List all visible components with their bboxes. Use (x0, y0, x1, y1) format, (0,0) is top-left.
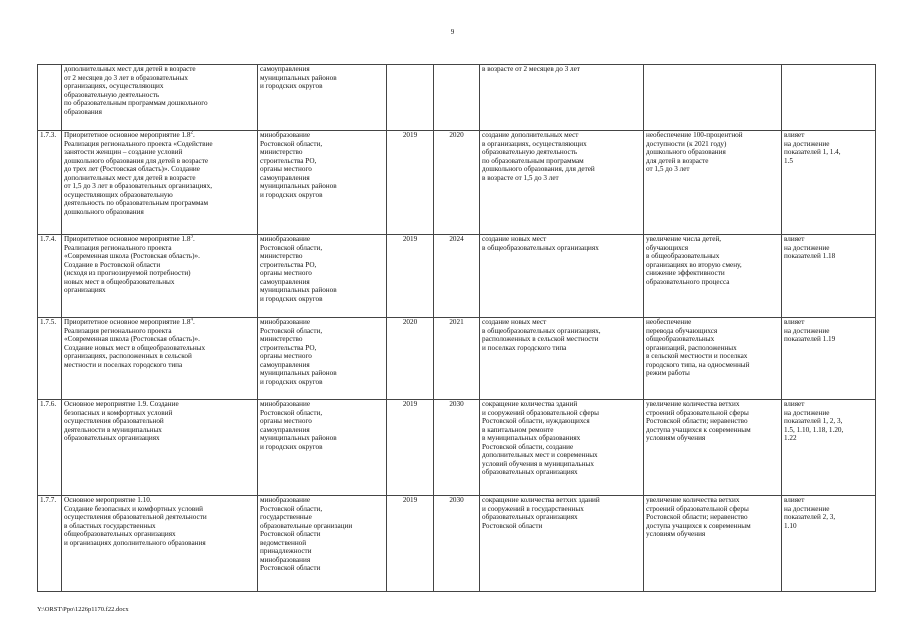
executor-cell: минобразование Ростовской области, министерство строительства РО, органы местного самоуправления муниципальных районов и городских округов (258, 318, 387, 400)
link-cell: влияет на достижение показателей 1, 1.4, 1.5 (782, 131, 876, 235)
page-number: 9 (450, 28, 455, 36)
measure-text: . Реализация регионального проекта «Современная школа (Ростовская область)». Создание новых мест в общеобразовательных организациях, расположенных в сельской местности и поселках городского типа (64, 318, 206, 369)
measures-table (37, 64, 876, 592)
result-cell: сокращение количества зданий и сооружений образовательной сферы Ростовской области, нуждающихся в капитальном ремонте в муниципальных образованиях Ростовской области, создание дополнительных мест и современных условий обучения в муниципальных образовательных организациях (480, 400, 644, 496)
measure-title: Приоритетное основное мероприятие 1.8 (64, 235, 191, 243)
end-year: 2020 (434, 131, 480, 235)
measure-text: . Реализация регионального проекта «Современная школа (Ростовская область)». Создание в Ростовской области (исходя из прогнозируемой потребности) новых мест в общеобразовательных организациях (64, 235, 200, 294)
start-year: 2020 (387, 318, 434, 400)
row-number (38, 65, 62, 131)
executor-cell: самоуправления муниципальных районов и городских округов (258, 65, 387, 131)
row-number: 1.7.4. (38, 235, 62, 318)
consequence-cell: увеличение количества ветхих строений образовательной сферы Ростовской области; неравенство доступа учащихся к современным условиям обучения (644, 496, 782, 592)
result-cell: сокращение количества ветхих зданий и сооружений в государственных образовательных организациях Ростовской области (480, 496, 644, 592)
measure-cell (62, 235, 258, 318)
measure-text: . Реализация регионального проекта «Содействие занятости женщин – создание условий дошкольного образования для детей в возрасте до трех лет (Ростовская область)». Создание дополнительных мест для детей в возрасте от 1,5 до 3 лет в образовательных организациях, осуществляющих образовательную деятельность по образовательным программам дошкольного образования (64, 131, 213, 216)
start-year: 2019 (387, 496, 434, 592)
end-year: 2021 (434, 318, 480, 400)
end-year (434, 65, 480, 131)
result-cell: создание новых мест в общеобразовательных организациях (480, 235, 644, 318)
footnote-mark: 3 (190, 234, 193, 240)
end-year: 2030 (434, 400, 480, 496)
consequence-cell (644, 65, 782, 131)
row-number: 1.7.6. (38, 400, 62, 496)
table-row (38, 400, 876, 496)
end-year: 2030 (434, 496, 480, 592)
measure-title: Приоритетное основное мероприятие 1.8 (64, 318, 191, 326)
result-cell: в возрасте от 2 месяцев до 3 лет (480, 65, 644, 131)
link-cell (782, 65, 876, 131)
measure-title: Приоритетное основное мероприятие 1.8 (64, 131, 191, 139)
table-row (38, 318, 876, 400)
end-year: 2024 (434, 235, 480, 318)
footnote-mark: 2 (190, 130, 193, 136)
executor-cell: минобразование Ростовской области, органы местного самоуправления муниципальных районов и городских округов (258, 400, 387, 496)
link-cell: влияет на достижение показателей 1, 2, 3, 1.5, 1.10, 1.18, 1.20, 1.22 (782, 400, 876, 496)
start-year: 2019 (387, 400, 434, 496)
executor-cell: минобразование Ростовской области, министерство строительства РО, органы местного самоуправления муниципальных районов и городских округов (258, 235, 387, 318)
table-row (38, 131, 876, 235)
table-row (38, 65, 876, 131)
link-cell: влияет на достижение показателей 2, 3, 1.10 (782, 496, 876, 592)
link-cell: влияет на достижение показателей 1.18 (782, 235, 876, 318)
file-path-footer: Y:\ORST\Ppo\1226p1170.f22.docx (37, 606, 129, 613)
executor-cell: минобразование Ростовской области, государственные образовательные организации Ростовской области ведомственной принадлежности минобразования Ростовской области (258, 496, 387, 592)
row-number: 1.7.3. (38, 131, 62, 235)
row-number: 1.7.5. (38, 318, 62, 400)
start-year: 2019 (387, 235, 434, 318)
consequence-cell: увеличение количества ветхих строений образовательной сферы Ростовской области; неравенство доступа учащихся к современным условиям обучения (644, 400, 782, 496)
consequence-cell: необеспечение 100-процентной доступности (к 2021 году) дошкольного образования для детей в возрасте от 1,5 до 3 лет (644, 131, 782, 235)
measure-cell (62, 318, 258, 400)
link-cell: влияет на достижение показателей 1.19 (782, 318, 876, 400)
measure-cell (62, 131, 258, 235)
measure-cell: дополнительных мест для детей в возрасте от 2 месяцев до 3 лет в образовательных организациях, осуществляющих образовательную деятельность по образовательным программам дошкольного образования (62, 65, 258, 131)
table-row (38, 235, 876, 318)
measure-cell: Основное мероприятие 1.9. Создание безопасных и комфортных условий осуществления образовательной деятельности в муниципальных образовательных организациях (62, 400, 258, 496)
row-number: 1.7.7. (38, 496, 62, 592)
consequence-cell: увеличение числа детей, обучающихся в общеобразовательных организациях во вторую смену, снижение эффективности образовательного процесса (644, 235, 782, 318)
executor-cell: минобразование Ростовской области, министерство строительства РО, органы местного самоуправления муниципальных районов и городских округов (258, 131, 387, 235)
measure-cell: Основное мероприятие 1.10. Создание безопасных и комфортных условий осуществления образовательной деятельности в областных государственных общеобразовательных организациях и организациях дополнительного образования (62, 496, 258, 592)
result-cell: создание новых мест в общеобразовательных организациях, расположенных в сельской местности и поселках городского типа (480, 318, 644, 400)
footnote-mark: 4 (190, 317, 193, 323)
consequence-cell: необеспечение перевода обучающихся общеобразовательных организаций, расположенных в сельской местности и поселках городского типа, на односменный режим работы (644, 318, 782, 400)
start-year (387, 65, 434, 131)
result-cell: создание дополнительных мест в организациях, осуществляющих образовательную деятельность по образовательным программам дошкольного образования, для детей в возрасте от 1,5 до 3 лет (480, 131, 644, 235)
start-year: 2019 (387, 131, 434, 235)
table-row (38, 496, 876, 592)
